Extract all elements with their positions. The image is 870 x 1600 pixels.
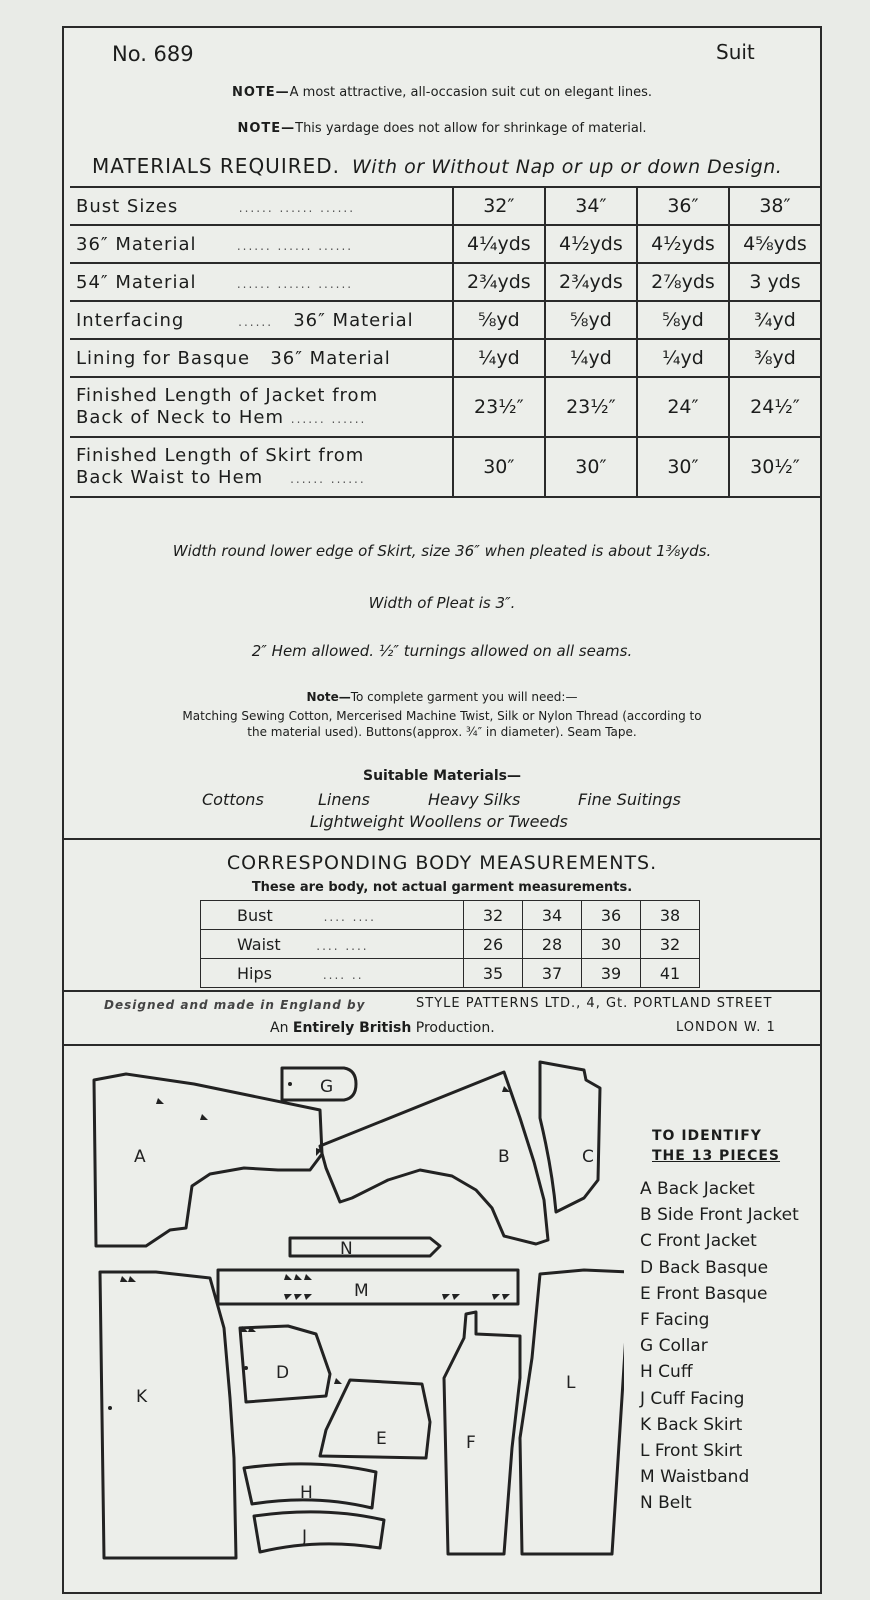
piece-c-outline xyxy=(540,1062,600,1212)
materials-heading: MATERIALS REQUIRED. With or Without Nap or up or down Design. xyxy=(92,154,783,178)
materials-table xyxy=(70,186,820,498)
designed-in-text: Designed and made in England by xyxy=(104,998,366,1012)
piece-g-outline xyxy=(282,1068,356,1100)
suitable-item: Lightweight Woollens or Tweeds xyxy=(310,812,568,831)
table-row: 36″ Material ...... ...... ...... 4¼yds 4½yds 4½yds 4⅝yds xyxy=(70,225,820,263)
skirt-width-text: Width round lower edge of Skirt, size 36″ when pleated is about 1⅜yds. xyxy=(172,542,712,560)
piece-label: M xyxy=(354,1281,369,1301)
list-item: D Back Basque xyxy=(640,1257,769,1278)
list-item: A Back Jacket xyxy=(640,1179,755,1199)
note-shrinkage: NOTE—This yardage does not allow for shrinkage of material. xyxy=(237,121,647,136)
note-line-2: Matching Sewing Cotton, Mercerised Machine Twist, Silk or Nylon Thread (according to xyxy=(182,709,702,723)
pattern-sheet xyxy=(62,26,822,1594)
piece-label: B xyxy=(498,1147,510,1167)
piece-label: H xyxy=(300,1483,313,1503)
table-row: Finished Length of Skirt from Back Waist to Hem ...... ...... 30″ 30″ 30″ 30½″ xyxy=(70,437,820,497)
company-address: STYLE PATTERNS LTD., 4, Gt. PORTLAND STREET xyxy=(416,996,773,1011)
pleat-width-text: Width of Pleat is 3″. xyxy=(368,594,516,612)
divider xyxy=(64,838,820,840)
hem-text: 2″ Hem allowed. ½″ turnings allowed on all seams. xyxy=(251,642,633,660)
list-item: H Cuff xyxy=(640,1362,693,1383)
piece-label: E xyxy=(376,1429,387,1449)
suitable-item: Fine Suitings xyxy=(578,790,681,809)
piece-f-outline xyxy=(444,1312,520,1554)
piece-label: J xyxy=(302,1527,308,1547)
table-row: Lining for Basque 36″ Material ¼yd ¼yd ¼yd ⅜yd xyxy=(70,339,820,377)
piece-label: N xyxy=(340,1239,353,1259)
list-item: J Cuff Facing xyxy=(640,1388,745,1409)
table-row: Interfacing ...... 36″ Material ⅝yd ⅝yd ⅝yd ¾yd xyxy=(70,301,820,339)
piece-label: D xyxy=(276,1363,290,1383)
table-row: Waist .... .... 26 28 30 32 xyxy=(201,930,700,959)
note-line-3: the material used). Buttons(approx. ¾″ in diameter). Seam Tape. xyxy=(247,725,637,739)
piece-k-outline xyxy=(100,1272,236,1558)
piece-e-outline xyxy=(320,1380,430,1458)
list-item: K Back Skirt xyxy=(640,1414,743,1435)
pattern-number: No. 689 xyxy=(112,42,194,66)
piece-label: A xyxy=(134,1147,146,1167)
table-row: Bust .... .... 32 34 36 38 xyxy=(201,901,700,930)
list-item: G Collar xyxy=(640,1336,708,1357)
list-item: N Belt xyxy=(640,1493,692,1514)
identify-list xyxy=(640,1176,799,1517)
pattern-pieces-diagram xyxy=(64,1058,624,1588)
piece-label: C xyxy=(582,1147,594,1167)
list-item: C Front Jacket xyxy=(640,1231,757,1252)
suitable-item: Linens xyxy=(318,790,370,809)
pattern-category: Suit xyxy=(716,40,755,64)
suitable-heading: Suitable Materials— xyxy=(362,768,522,784)
company-city: LONDON W. 1 xyxy=(676,1020,776,1035)
list-item: F Facing xyxy=(640,1310,710,1331)
piece-j-outline xyxy=(254,1512,384,1552)
production-text: An Entirely British Production. xyxy=(270,1020,495,1036)
list-item: L Front Skirt xyxy=(640,1441,743,1462)
piece-label: G xyxy=(320,1077,334,1097)
table-row: Hips .... .. 35 37 39 41 xyxy=(201,959,700,988)
suitable-item: Cottons xyxy=(202,790,264,809)
body-measurements-subtitle: These are body, not actual garment measurements. xyxy=(251,880,633,895)
divider xyxy=(64,990,820,992)
list-item: E Front Basque xyxy=(640,1283,768,1304)
piece-label: L xyxy=(566,1373,576,1393)
piece-label: K xyxy=(136,1387,148,1407)
table-row: 54″ Material ...... ...... ...... 2¾yds 2¾yds 2⅞yds 3 yds xyxy=(70,263,820,301)
list-item: B Side Front Jacket xyxy=(640,1205,799,1226)
body-measurements-table xyxy=(200,900,700,988)
piece-label: F xyxy=(466,1433,476,1453)
suitable-item: Heavy Silks xyxy=(428,790,521,809)
body-measurements-title: CORRESPONDING BODY MEASUREMENTS. xyxy=(226,852,658,874)
table-row: Finished Length of Jacket from Back of Neck to Hem ...... ...... 23½″ 23½″ 24″ 24½″ xyxy=(70,377,820,437)
piece-n-outline xyxy=(290,1238,440,1256)
piece-l-outline xyxy=(520,1270,624,1554)
table-row: Bust Sizes ...... ...... ...... 32″ 34″ 36″ 38″ xyxy=(70,187,820,225)
note-complete: Note—To complete garment you will need:— xyxy=(306,690,578,704)
note-attractive: NOTE—A most attractive, all-occasion suit cut on elegant lines. xyxy=(231,85,653,100)
identify-heading: TO IDENTIFY THE 13 PIECES xyxy=(652,1128,781,1164)
piece-b-outline xyxy=(320,1072,548,1244)
divider xyxy=(64,1044,820,1046)
list-item: M Waistband xyxy=(640,1467,750,1488)
